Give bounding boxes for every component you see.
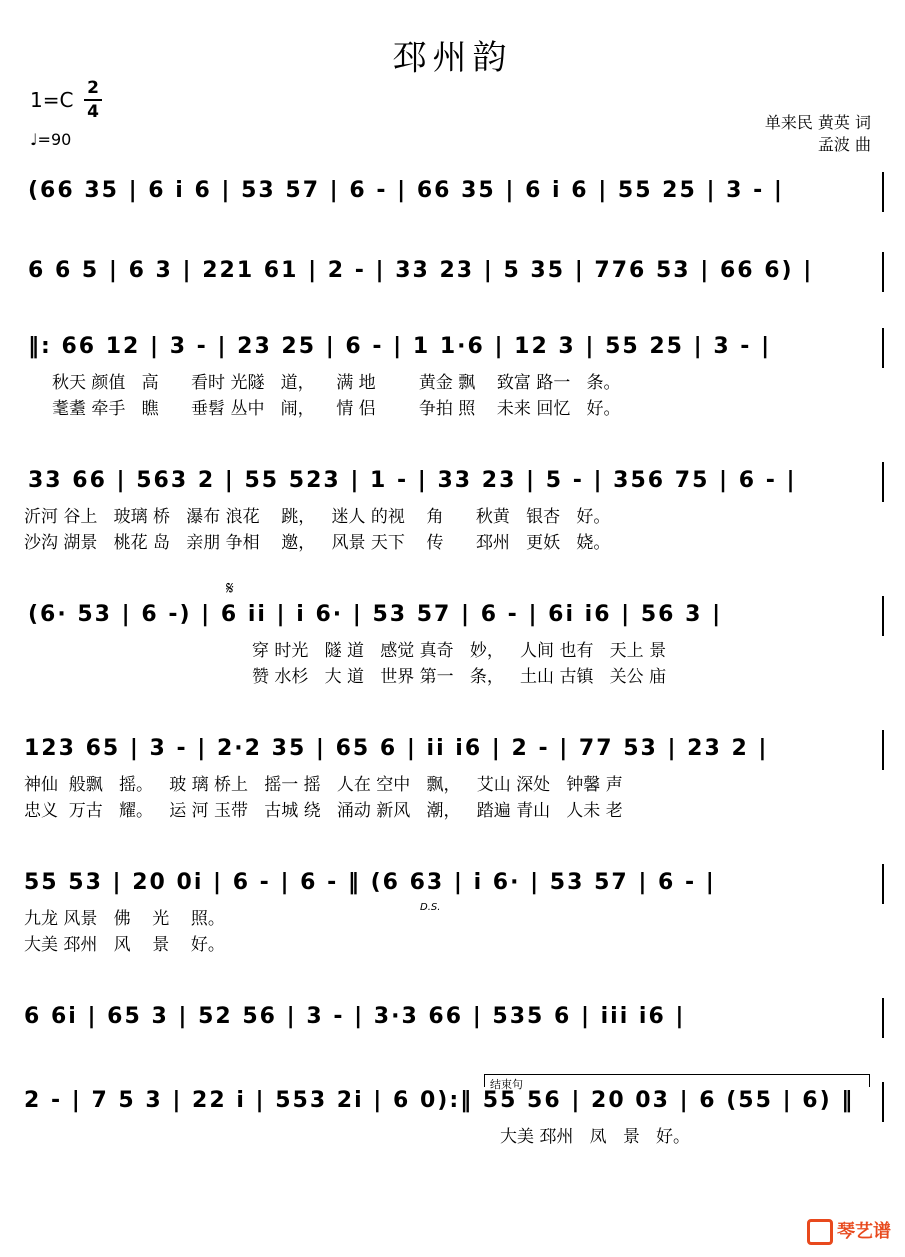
- lyric-line-2: [22, 394, 884, 420]
- notes-row-1: [22, 172, 884, 212]
- system-2: [22, 252, 884, 292]
- lyric-line-2: [22, 528, 884, 554]
- lyric-text: 大美 邳州 风 景 好。: [24, 935, 225, 955]
- lyric-line-1: [22, 1122, 884, 1148]
- notes-row-5: [22, 596, 884, 636]
- notes-text: (66 35 | 6 i 6 | 53 57 | 6 - | 66 35 | 6 i 6 | 55 25 | 3 - |: [28, 178, 784, 203]
- notes-text: 33 66 | 563 2 | 55 523 | 1 - | 33 23 | 5 - | 356 75 | 6 - |: [28, 468, 797, 493]
- system-7: [22, 864, 884, 956]
- lyric-line-1: [22, 770, 884, 796]
- notes-text: 123 65 | 3 - | 2·2 35 | 65 6 | ii i6 | 2 - | 77 53 | 23 2 |: [24, 736, 769, 761]
- time-top: 2: [87, 78, 99, 98]
- lyric-line-1: [22, 502, 884, 528]
- lyric-text: 神仙 般飘 摇。 玻 璃 桥上 摇一 摇 人在 空中 飘， 艾山 深处 钟馨 声: [24, 775, 623, 795]
- logo-text: 琴艺谱: [837, 1221, 891, 1242]
- notes-text: ‖: 66 12 | 3 - | 23 25 | 6 - | 1 1·6 | 12 3 | 55 25 | 3 - |: [28, 334, 772, 359]
- notes-row-6: [22, 730, 884, 770]
- page-title: 邳州韵: [392, 38, 513, 78]
- logo-icon: [807, 1219, 833, 1245]
- notes-text: 55 53 | 20 0i | 6 - | 6 - ‖ (6 63 | i 6· | 53 57 | 6 - |: [24, 870, 716, 895]
- notes-row-7: [22, 864, 884, 904]
- lyric-line-2: [22, 930, 884, 956]
- lyric-line-1: [22, 368, 884, 394]
- lyric-text: 忠义 万古 耀。 运 河 玉带 古城 绕 涌动 新风 潮， 踏遍 青山 人未 老: [24, 801, 623, 821]
- notes-text: 2 - | 7 5 3 | 22 i | 553 2i | 6 0):‖ 55 56 | 20 03 | 6 (55 | 6) ‖: [24, 1088, 855, 1113]
- lyric-text: 秋天 颜值 高 看时 光隧 道， 满 地 黄金 飘 致富 路一 条。: [52, 373, 621, 393]
- system-4: [22, 462, 884, 554]
- notes-row-4: [22, 462, 884, 502]
- notes-text: (6· 53 | 6 -) | 6 ii | i 6· | 53 57 | 6 - | 6i i6 | 56 3 |: [28, 602, 723, 627]
- system-6: [22, 730, 884, 822]
- notes-row-2: [22, 252, 884, 292]
- notes-row-3: [22, 328, 884, 368]
- notes-text: 6 6i | 65 3 | 52 56 | 3 - | 3·3 66 | 535 6 | iii i6 |: [24, 1004, 686, 1029]
- composer: 孟波 曲: [817, 135, 871, 154]
- lyric-text: 沂河 谷上 玻璃 桥 瀑布 浪花 跳， 迷人 的视 角 秋黄 银杏 好。: [24, 507, 611, 527]
- key-signature: 1=C: [30, 88, 74, 112]
- time-signature: [84, 78, 102, 122]
- lyric-text: 穿 时光 隧 道 感觉 真奇 妙， 人间 也有 天上 景: [252, 641, 667, 661]
- time-bottom: 4: [87, 102, 99, 122]
- notes-row-9: [22, 1082, 884, 1122]
- credits: [765, 112, 871, 156]
- system-9: [22, 1078, 884, 1148]
- lyric-text: 大美 邳州 凤 景 好。: [500, 1127, 691, 1147]
- lyricist: 单来民 黄英 词: [764, 113, 871, 132]
- notes-row-8: [22, 998, 884, 1038]
- system-1: [22, 172, 884, 212]
- system-5: [22, 578, 884, 688]
- system-8: [22, 998, 884, 1038]
- lyric-text: 赞 水杉 大 道 世界 第一 条， 土山 古镇 关公 庙: [252, 667, 667, 687]
- lyric-line-2: [22, 662, 884, 688]
- lyric-line-2: [22, 796, 884, 822]
- lyric-text: 沙沟 湖景 桃花 岛 亲朋 争相 邀， 风景 天下 传 邳州 更妖 娆。: [24, 533, 611, 553]
- watermark-logo: [807, 1217, 891, 1245]
- ending-label: 结束句: [490, 1078, 523, 1091]
- notes-text: 6 6 5 | 6 3 | 221 61 | 2 - | 33 23 | 5 35 | 776 53 | 66 6) |: [28, 258, 814, 283]
- ds-mark: D.S.: [420, 902, 441, 913]
- lyric-line-1: [22, 636, 884, 662]
- lyric-text: 耄耋 牵手 瞧 垂髫 丛中 闹， 情 侣 争拍 照 未来 回忆 好。: [52, 399, 621, 419]
- lyric-text: 九龙 风景 佛 光 照。: [24, 909, 225, 929]
- tempo-mark: ♩=90: [30, 130, 72, 149]
- segno-sign: 𝄋: [226, 578, 234, 599]
- system-3: [22, 328, 884, 420]
- lyric-line-1: [22, 904, 884, 930]
